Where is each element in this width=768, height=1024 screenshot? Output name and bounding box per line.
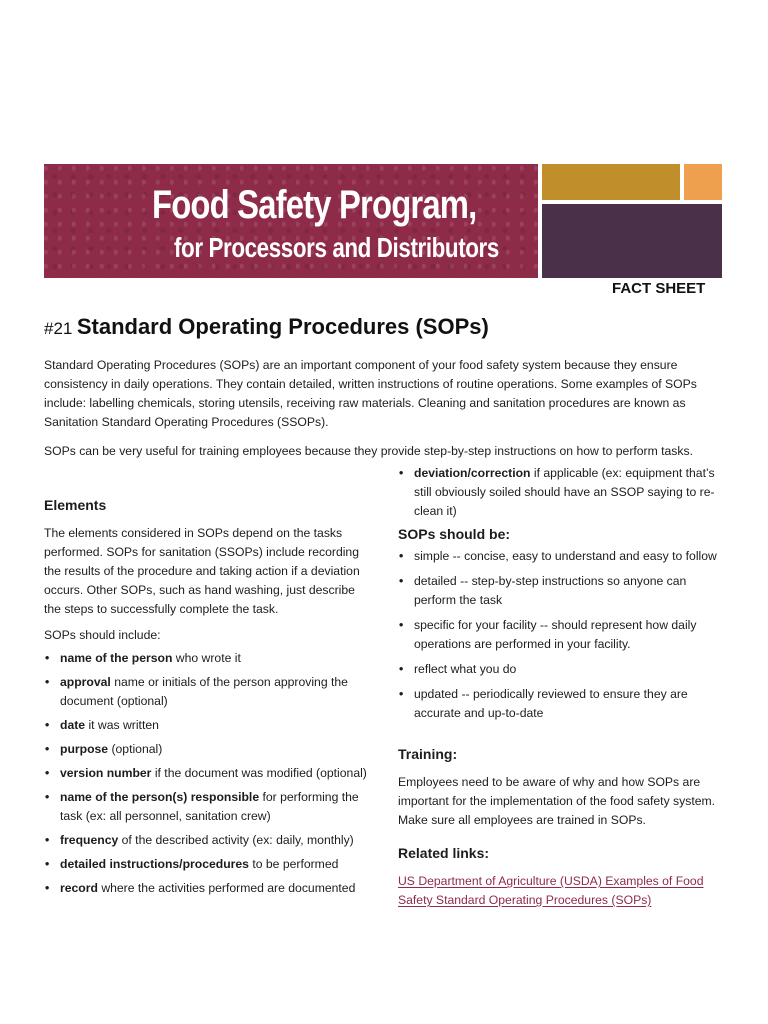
banner-red-panel	[44, 164, 538, 278]
header-banner	[44, 164, 722, 278]
should-be-item: • specific for your facility -- should represent how daily operations are performed in your facility.	[398, 616, 728, 654]
include-list-item	[44, 716, 374, 735]
right-column	[398, 464, 728, 910]
include-item-detail: of the described activity (ex: daily, monthly)	[118, 833, 354, 847]
training-use-text: SOPs can be very useful for training employees because they provide step-by-step instructions on how to perform tasks.	[44, 444, 693, 458]
banner-gold-block	[542, 164, 680, 200]
banner-purple-block	[542, 204, 722, 278]
include-item-detail: (optional)	[108, 742, 163, 756]
include-item-term: detailed instructions/procedures	[60, 857, 249, 871]
include-item-term: date	[60, 718, 86, 732]
include-item-term: name of the person	[60, 651, 173, 665]
should-be-item: • detailed -- step-by-step instructions so anyone can perform the task	[398, 572, 728, 610]
elements-paragraph: The elements considered in SOPs depend on the tasks performed. SOPs for sanitation (SSOPs) include recording the results of the procedure and taking action if a deviation occurs. Other SOPs, such as hand washing, just describe the steps to successfully complete the task.	[44, 526, 360, 616]
include-item-detail: if the document was modified (optional)	[151, 766, 367, 780]
include-item-detail: where the activities performed are documented	[97, 881, 356, 895]
fact-sheet-number: #21	[44, 319, 73, 338]
include-list	[44, 649, 374, 898]
training-use-paragraph	[44, 442, 724, 461]
banner-subtitle: for Processors and Distributors	[174, 232, 499, 263]
include-list-item	[44, 673, 374, 711]
include-list-item	[44, 788, 374, 826]
page-title	[44, 314, 489, 340]
include-list-item	[44, 649, 374, 668]
include-list-item	[398, 464, 728, 521]
training-paragraph: Employees need to be aware of why and how SOPs are important for the implementation of the food safety system. Make sure all employees are trained in SOPs.	[398, 775, 716, 827]
include-item-detail: to be performed	[248, 857, 339, 871]
include-item-term: record	[60, 881, 98, 895]
banner-title: Food Safety Program,	[152, 183, 477, 227]
intro-paragraph: Standard Operating Procedures (SOPs) are an important component of your food safety system because they ensure consistency in daily operations. They contain detailed, written instructions of routine operations. Some examples of SOPs include: labelling chemicals, storing utensils, receiving raw materials. Cleaning and sanitation procedures are known as Sanitation Standard Operating Procedures (SSOPs).	[44, 358, 697, 429]
should-be-item: • updated -- periodically reviewed to ensure they are accurate and up-to-date	[398, 685, 728, 723]
include-item-detail: name or initials of the person approving the document (optional)	[60, 675, 348, 708]
include-item-term: approval	[60, 675, 111, 689]
include-item-term: purpose	[60, 742, 109, 756]
include-item-detail: for performing the task (ex: all personnel, sanitation crew)	[60, 790, 359, 823]
should-be-heading: SOPs should be:	[398, 526, 511, 542]
include-item-detail: who wrote it	[172, 651, 241, 665]
include-list-continued	[398, 464, 728, 521]
training-heading: Training:	[398, 746, 458, 762]
include-item-term: frequency	[60, 833, 119, 847]
related-links-heading: Related links:	[398, 845, 490, 861]
include-list-item	[44, 879, 374, 898]
banner-orange-block	[684, 164, 722, 200]
include-item-detail: it was written	[85, 718, 159, 732]
include-list-item	[44, 855, 374, 874]
usda-sop-link[interactable]: US Department of Agriculture (USDA) Examples of Food Safety Standard Operating Procedures (SOPs)	[398, 874, 704, 907]
include-item-term: version number	[60, 766, 152, 780]
should-be-item: • simple -- concise, easy to understand and easy to follow	[398, 547, 728, 566]
elements-heading: Elements	[44, 497, 107, 513]
should-be-list	[398, 547, 728, 723]
left-column	[44, 496, 374, 903]
include-item-term: name of the person(s) responsible	[60, 790, 260, 804]
include-item-term: deviation/correction	[414, 466, 531, 480]
include-list-item	[44, 764, 374, 783]
fact-sheet-label: FACT SHEET	[612, 280, 706, 297]
should-be-item: • reflect what you do	[398, 660, 728, 679]
include-item-detail: if applicable (ex: equipment that’s still obviously soiled should have an SSOP saying to re-clean it)	[414, 466, 715, 518]
include-list-item	[44, 740, 374, 759]
include-label: SOPs should include:	[44, 628, 161, 642]
document-title: Standard Operating Procedures (SOPs)	[76, 314, 489, 339]
include-list-item	[44, 831, 374, 850]
